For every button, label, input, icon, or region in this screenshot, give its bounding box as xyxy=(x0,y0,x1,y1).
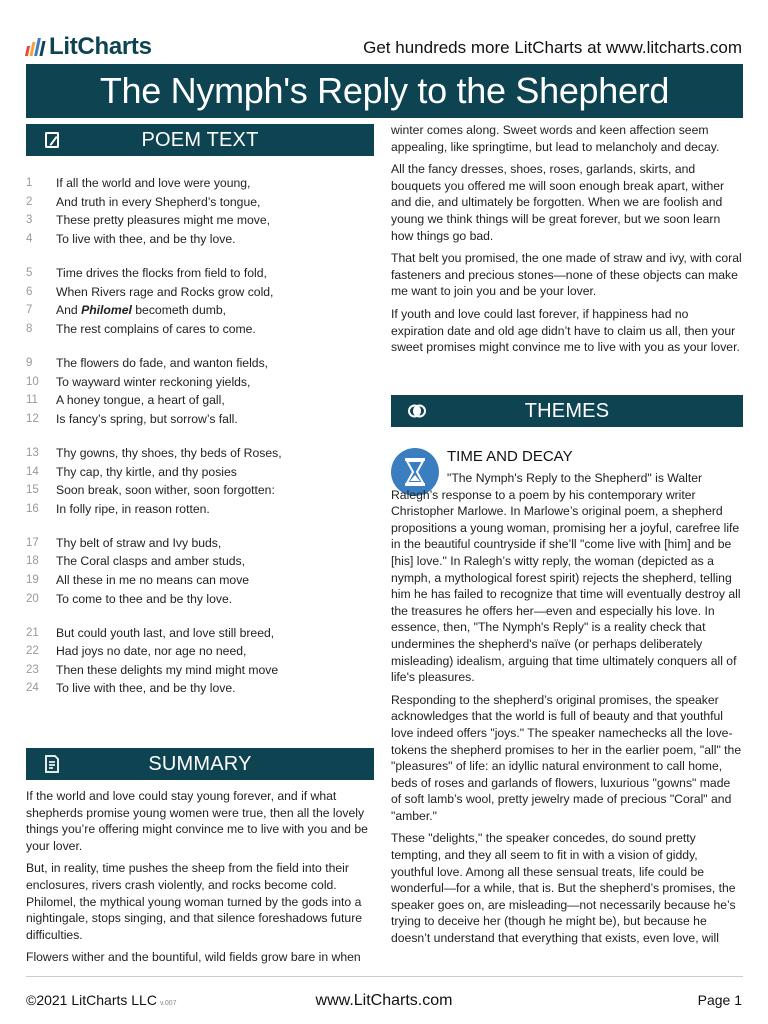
page-title: The Nymph's Reply to the Shepherd xyxy=(26,64,743,118)
line-text: But could youth last, and love still breed, xyxy=(56,625,275,640)
summary-header xyxy=(26,748,374,780)
litcharts-logo[interactable] xyxy=(26,33,152,61)
theme-paragraph: "The Nymph's Reply to the Shepherd" is Walter Ralegh’s response to a poem by his contemporary writer Christopher Marlowe. In Marlowe’s original poem, a shepherd propositions a young woman, promising her a joyful, carefree life in the beautiful countryside if she’ll "come live with [him] and be [his] love." In Ralegh’s witty reply, the woman (depicted as a nymph, a mythological forest spirit) rejects the shepherd, telling him he has failed to recognize that time will eventually destroy all the treasures he offers her—even and especially his love. In essence, then, "The Nymph's Reply" is a reality check that undermines the shepherd's naïve (or perhaps deliberately misleading) idealism, arguing that time ultimately conquers all of life's pleasures. xyxy=(391,471,741,685)
notebook-icon xyxy=(42,130,62,150)
line-text: All these in me no means can move xyxy=(56,572,250,587)
themes-title: THEMES xyxy=(524,399,610,422)
line-number: 24 xyxy=(26,682,39,695)
line-number: 18 xyxy=(26,555,39,568)
line-text: To live with thee, and be thy love. xyxy=(56,681,236,696)
poem-line xyxy=(26,354,366,373)
line-text: The Coral clasps and amber studs, xyxy=(56,554,245,569)
line-text: The flowers do fade, and wanton fields, xyxy=(56,356,269,371)
line-number: 15 xyxy=(26,484,39,497)
poem-text-title: POEM TEXT xyxy=(141,128,259,151)
line-number: 9 xyxy=(26,357,33,370)
line-number: 12 xyxy=(26,412,39,425)
poem-line xyxy=(26,499,366,518)
line-text: Time drives the flocks from field to fold, xyxy=(56,266,267,281)
summary-paragraph: If youth and love could last forever, if happiness had no expiration date and old age didn’t have to claim us all, then your sweet promises might convince me to live with you as your lover. xyxy=(391,306,740,355)
line-text-emphasis[interactable]: Philomel xyxy=(81,303,132,318)
summary-title: SUMMARY xyxy=(148,752,252,775)
poem-line xyxy=(26,174,366,193)
page-number: Page 1 xyxy=(697,992,742,1008)
poem-line xyxy=(26,552,366,571)
summary-paragraph: winter comes along. Sweet words and keen affection seem appealing, like springtime, but lead to melancholy and decay. xyxy=(391,123,720,154)
summary-text xyxy=(26,788,374,972)
poem-line xyxy=(26,679,366,698)
theme-circles-icon xyxy=(407,401,427,421)
line-number: 5 xyxy=(26,267,33,280)
poem-line xyxy=(26,571,366,590)
line-text: Is fancy’s spring, but sorrow’s fall. xyxy=(56,411,238,426)
poem-stanza xyxy=(26,444,366,518)
poem-line xyxy=(26,642,366,661)
line-number: 16 xyxy=(26,502,39,515)
line-number: 1 xyxy=(26,177,33,190)
poem-line xyxy=(26,211,366,230)
poem-line xyxy=(26,282,366,301)
poem-line xyxy=(26,301,366,320)
line-number: 6 xyxy=(26,285,33,298)
poem-stanza xyxy=(26,623,366,697)
copyright-text: ©2021 LitCharts LLC xyxy=(26,992,157,1008)
poem-line xyxy=(26,462,366,481)
summary-paragraph: Flowers wither and the bountiful, wild fields grow bare in when xyxy=(26,950,361,965)
poem-line xyxy=(26,320,366,339)
line-text: And truth in every Shepherd’s tongue, xyxy=(56,194,261,209)
poem-line xyxy=(26,589,366,608)
line-number: 21 xyxy=(26,626,39,639)
document-icon xyxy=(42,754,62,774)
logo-bars-icon xyxy=(26,38,44,56)
line-text: Soon break, soon wither, soon forgotten: xyxy=(56,483,275,498)
header-tagline[interactable]: Get hundreds more LitCharts at www.litcharts.com xyxy=(363,38,742,57)
poem-line xyxy=(26,481,366,500)
line-number: 22 xyxy=(26,645,39,658)
summary-paragraph: That belt you promised, the one made of straw and ivy, with coral fasteners and precious stones—none of these objects can make me want to join you and be your lover. xyxy=(391,251,742,299)
line-text: If all the world and love were young, xyxy=(56,176,251,191)
poem-line xyxy=(26,444,366,463)
summary-paragraph: If the world and love could stay young forever, and if what shepherds promise young women were true, then all the lovely things you’re offering might convince me to live with you and be your lover. xyxy=(26,789,368,853)
line-number: 13 xyxy=(26,446,39,459)
line-number: 17 xyxy=(26,536,39,549)
line-text-part: And xyxy=(56,303,82,318)
line-text: To come to thee and be thy love. xyxy=(56,591,233,606)
themes-header xyxy=(391,395,743,427)
version-text: v.007 xyxy=(159,1000,177,1007)
line-text: These pretty pleasures might me move, xyxy=(56,213,271,228)
poem-line xyxy=(26,372,366,391)
line-text: Had joys no date, nor age no need, xyxy=(56,644,247,659)
poem-text xyxy=(26,174,366,713)
line-text: A honey tongue, a heart of gall, xyxy=(56,393,225,408)
theme-body xyxy=(391,470,743,953)
theme-title: TIME AND DECAY xyxy=(447,448,573,465)
line-number: 7 xyxy=(26,304,33,317)
footer-site-link[interactable]: www.LitCharts.com xyxy=(315,992,453,1009)
line-text: To wayward winter reckoning yields, xyxy=(56,374,251,389)
line-text: In folly ripe, in reason rotten. xyxy=(56,501,210,516)
poem-line xyxy=(26,410,366,429)
page-header xyxy=(0,0,768,64)
poem-line xyxy=(26,623,366,642)
poem-stanza xyxy=(26,264,366,338)
poem-line xyxy=(26,193,366,212)
poem-line xyxy=(26,264,366,283)
line-number: 11 xyxy=(26,394,38,407)
summary-continued xyxy=(391,122,743,362)
poem-text-header xyxy=(26,124,374,156)
theme-paragraph: These "delights," the speaker concedes, do sound pretty tempting, and they all seem to fit in with a vision of giddy, youthful love. Among all these sensual treats, life could be wonderful—for a while, that is. But the shepherd’s promises, the speaker goes on, are misleading—not necessarily because he’s trying to deceive her (though he might be), but because he doesn’t understand that everything that exists, even love, will xyxy=(391,831,736,946)
line-text: Thy belt of straw and Ivy buds, xyxy=(56,535,222,550)
poem-stanza xyxy=(26,174,366,248)
theme-paragraph: Responding to the shepherd’s original promises, the speaker acknowledges that the world is full of beauty and that youthful love indeed offers "joys." The speaker namechecks all the love-tokens the shepherd promises to her in the earlier poem, "all" the "pleasures" of life: an idyllic natural environment to call home, beds of roses and garlands of flowers, luxurious "gowns" made of soft lamb’s wool, pretty jewelry made of precious "Coral" and "amber." xyxy=(391,692,742,823)
line-number: 20 xyxy=(26,592,39,605)
line-text xyxy=(56,303,226,317)
line-text: Thy gowns, thy shoes, thy beds of Roses, xyxy=(56,445,282,460)
line-text: When Rivers rage and Rocks grow cold, xyxy=(56,284,274,299)
line-number: 3 xyxy=(26,214,33,227)
line-number: 10 xyxy=(26,375,39,388)
poem-line xyxy=(26,661,366,680)
footer-divider xyxy=(26,976,743,977)
poem-stanza xyxy=(26,354,366,428)
poem-stanza xyxy=(26,534,366,608)
line-text: The rest complains of cares to come. xyxy=(56,321,256,336)
summary-paragraph: All the fancy dresses, shoes, roses, garlands, skirts, and bouquets you offered me will soon enough break apart, wither and die, and ultimately be forgotten. When we are foolish and young we think things will be great forever, but we soon learn how things go bad. xyxy=(391,162,725,243)
line-number: 23 xyxy=(26,663,39,676)
logo-text: LitCharts xyxy=(49,33,152,60)
summary-paragraph: But, in reality, time pushes the sheep from the field into their enclosures, rivers crash violently, and rocks become cold. Philomel, the mythical young woman turned by the gods into a nightingale, stops singing, and that silence foreshadows future difficulties. xyxy=(26,861,363,942)
line-number: 4 xyxy=(26,233,33,246)
line-text: Thy cap, thy kirtle, and thy posies xyxy=(56,464,237,479)
line-number: 8 xyxy=(26,322,33,335)
line-number: 19 xyxy=(26,573,39,586)
line-text: Then these delights my mind might move xyxy=(56,662,279,677)
poem-line xyxy=(26,391,366,410)
line-number: 2 xyxy=(26,195,33,208)
poem-line xyxy=(26,230,366,249)
line-text-part: becometh dumb, xyxy=(131,303,227,318)
line-text: To live with thee, and be thy love. xyxy=(56,232,236,247)
line-number: 14 xyxy=(26,465,39,478)
poem-line xyxy=(26,534,366,553)
